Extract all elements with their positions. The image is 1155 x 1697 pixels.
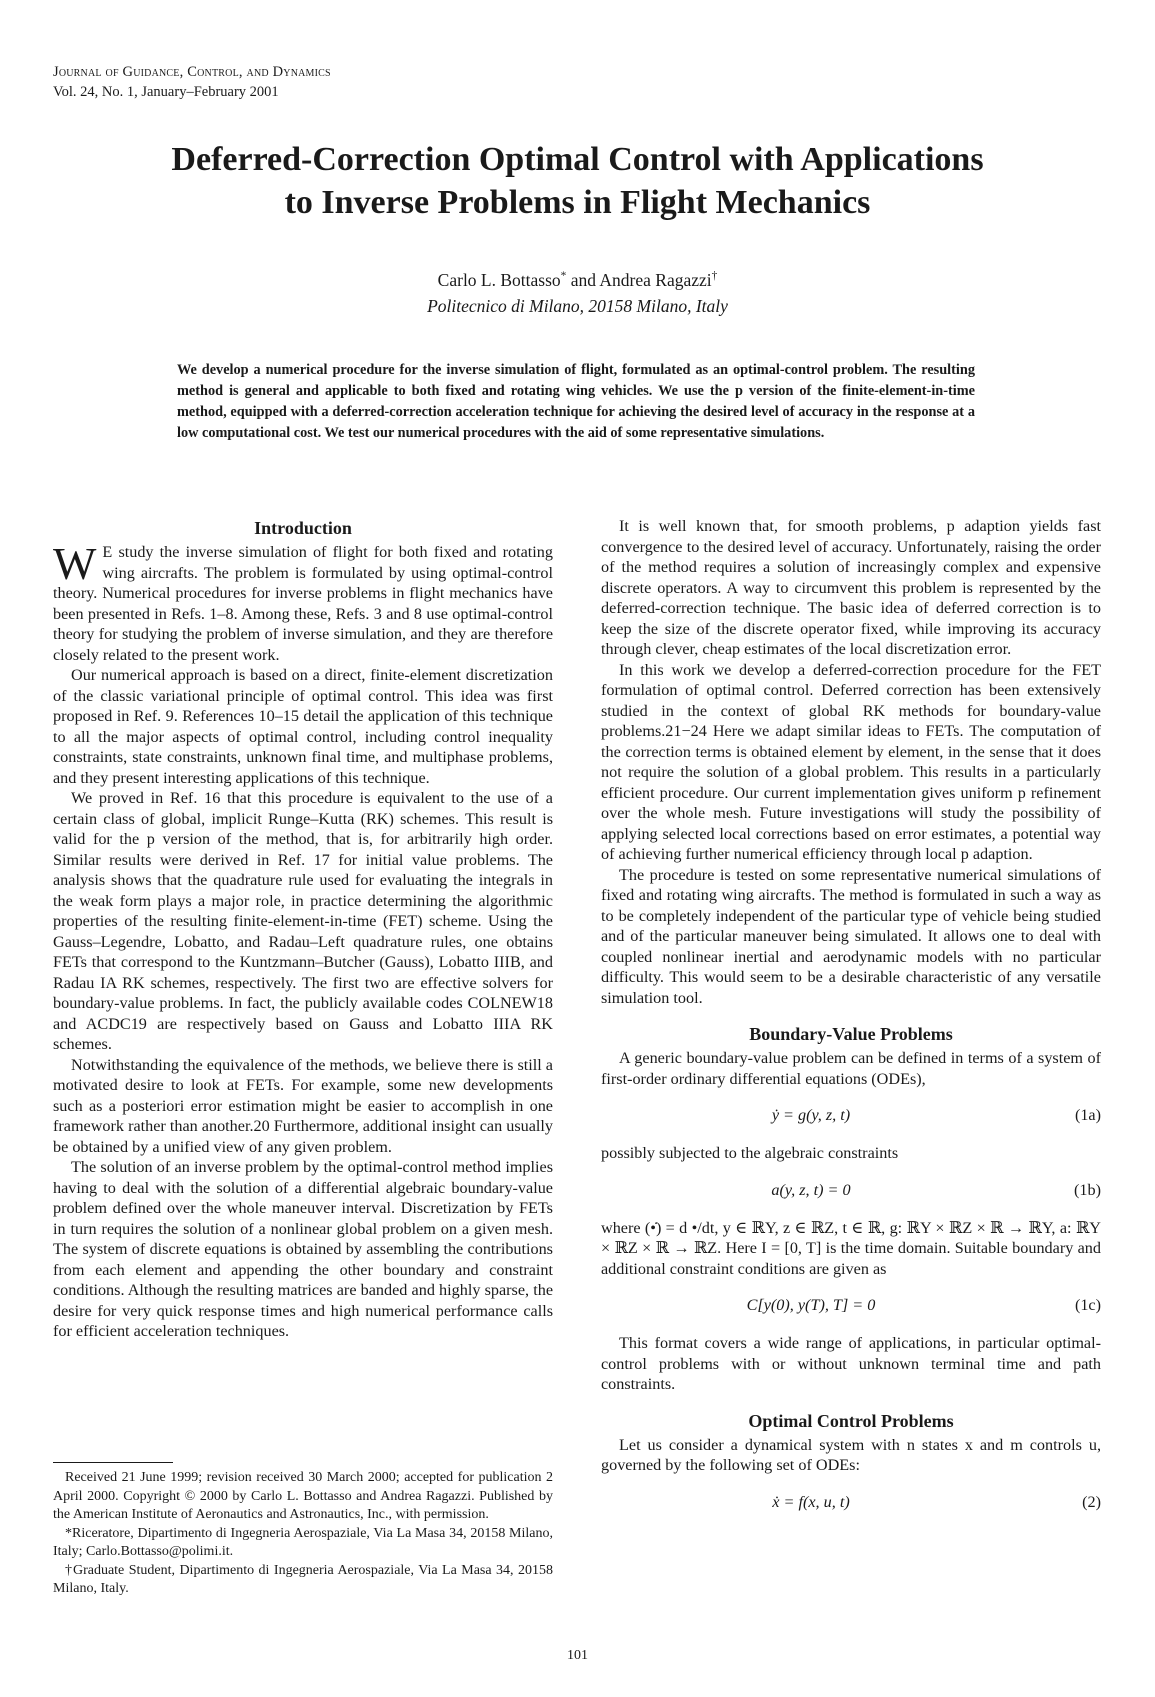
equation-2-number: (2) <box>1082 1492 1101 1511</box>
footnote-received: Received 21 June 1999; revision received 30 March 2000; accepted for publication 2 April 2000. Copyright © 2000 by Carlo L. Bottasso and Andrea Ragazzi. Published by the American Institute of Aeronautics and Astronautics, Inc., with permission. <box>53 1470 553 1522</box>
right-paragraph-1: It is well known that, for smooth problems, p adaption yields fast convergence to the desired level of accuracy. Unfortunately, raising the order of the method requires a solution of increasingly complex and expensive discrete operators. A way to circumvent this problem is represented by the deferred-correction technique. The basic idea of deferred correction is to keep the size of the discrete operator fixed, while improving its accuracy through clever, cheap estimates of the local discretization error. <box>601 517 1101 658</box>
author-2-mark: † <box>711 270 718 283</box>
footnotes <box>53 1462 553 1599</box>
right-column <box>601 516 1101 1530</box>
intro-paragraph-4: Notwithstanding the equivalence of the methods, we believe there is still a motivated desire to look at FETs. For example, some new developments such as a posteriori error estimation might be easier to accomplish in one framework rather than another.20 Furthermore, additional insight can usually be obtained by a unified view of any given problem. <box>53 1055 553 1156</box>
abstract: We develop a numerical procedure for the inverse simulation of flight, formulated as an optimal-control problem. The resulting method is general and applicable to both fixed and rotating wing vehicles. We use the p version of the finite-element-in-time method, equipped with a deferred-correction acceleration technique for achieving the desired level of accuracy in the response at a low computational cost. We test our numerical procedures with the aid of some representative simulations. <box>177 362 975 441</box>
equation-1a-expr: ẏ = g(y, z, t) <box>771 1106 851 1124</box>
bvp-heading: Boundary-Value Problems <box>749 1024 953 1044</box>
equation-1b-expr: a(y, z, t) = 0 <box>771 1180 851 1199</box>
intro-paragraph-1 <box>53 538 553 665</box>
intro-paragraph-3: We proved in Ref. 16 that this procedure is equivalent to the use of a certain class of global, implicit Runge–Kutta (RK) schemes. This result is valid for the p version of the method, that is, for arbitrarily high order. Similar results were derived in Ref. 17 for initial value problems. The analysis shows that the quadrature rule used for evaluating the integrals in the weak form plays a major role, in practice determining the algorithmic properties of the resulting finite-element-in-time (FET) scheme. Using the Gauss–Legendre, Lobatto, and Radau–Left quadrature rules, one obtains FETs that correspond to the Kuntzmann–Butcher (Gauss), Lobatto IIIB, and Radau IA RK schemes, respectively. The first two are effective solvers for boundary-value problems. In fact, the publicly available codes COLNEW18 and ACDC19 are respectively based on Gauss and Lobatto IIIA RK schemes. <box>53 789 553 1053</box>
author-and: and <box>566 270 600 290</box>
author-2: Andrea Ragazzi <box>599 270 712 290</box>
journal-volume: Vol. 24, No. 1, January–February 2001 <box>53 84 279 100</box>
ocp-heading: Optimal Control Problems <box>748 1410 954 1431</box>
page-number: 101 <box>567 1648 588 1663</box>
bvp-paragraph-2: possibly subjected to the algebraic constraints <box>601 1144 899 1162</box>
journal-header <box>53 62 331 102</box>
intro-heading: Introduction <box>254 518 352 538</box>
author-names <box>0 267 1155 293</box>
equation-1c <box>601 1285 1101 1327</box>
footnote-author-2: †Graduate Student, Dipartimento di Ingegneria Aerospaziale, Via La Masa 34, 20158 Milano, Italy. <box>53 1562 553 1596</box>
equation-1c-number: (1c) <box>1074 1296 1101 1314</box>
bvp-paragraph-3: where (•̇) = d •/dt, y ∈ ℝY, z ∈ ℝZ, t ∈ ℝ, g: ℝY × ℝZ × ℝ → ℝY, a: ℝY × ℝZ × ℝ → ℝZ. Here I = [0, T] is the time domain. Suitable boundary and additional constraint conditions are given as <box>601 1218 1101 1278</box>
author-1: Carlo L. Bottasso <box>437 270 561 290</box>
intro-paragraph-5: The solution of an inverse problem by the optimal-control method implies having to deal with the solution of a differential algebraic boundary-value problem defined over the whole maneuver interval. Discretization by FETs in turn requires the solution of a nonlinear global problem on a given mesh. The system of discrete equations is obtained by assembling the contributions from each element and appending the other boundary and constraint conditions. Although the resulting matrices are banded and highly sparse, the desire for very quick response times and high numerical performance calls for efficient acceleration techniques. <box>53 1158 553 1340</box>
footnote-rule <box>53 1462 173 1463</box>
equation-1b-number: (1b) <box>1074 1180 1101 1199</box>
bvp-paragraph-1: A generic boundary-value problem can be defined in terms of a system of first-order ordinary differential equations (ODEs), <box>601 1049 1101 1088</box>
right-paragraph-3: The procedure is tested on some representative numerical simulations of fixed and rotating wing aircrafts. The method is formulated in such a way as to be completely independent of the particular type of vehicle being studied and of the particular maneuver being simulated. It allows one to deal with coupled nonlinear inertial and aerodynamic models with no particular difficulty. This would seem to be a desirable characteristic of any versatile simulation tool. <box>601 865 1101 1007</box>
equation-1a <box>601 1095 1101 1137</box>
paper-title <box>80 138 1075 224</box>
equation-1c-expr: C[y(0), y(T), T] = 0 <box>746 1296 876 1314</box>
authors-block <box>0 267 1155 319</box>
author-1-mark: * <box>560 270 567 283</box>
title-line-2: to Inverse Problems in Flight Mechanics <box>284 184 871 221</box>
equation-1b <box>601 1170 1101 1212</box>
bvp-paragraph-4: This format covers a wide range of applications, in particular optimal-control problems with or without unknown terminal time and path constraints. <box>601 1334 1101 1393</box>
equation-1a-number: (1a) <box>1074 1106 1101 1124</box>
equation-2 <box>601 1482 1101 1524</box>
intro-paragraph-2: Our numerical approach is based on a direct, finite-element discretization of the classic variational principle of optimal control. This idea was first proposed in Ref. 9. References 10–15 detail the application of this technique to all the major aspects of optimal control, including control inequality constraints, state constraints, unknown final time, and multiphase problems, and they present interesting applications of this technique. <box>53 666 553 787</box>
affiliation: Politecnico di Milano, 20158 Milano, Italy <box>427 296 728 316</box>
title-line-1: Deferred-Correction Optimal Control with Applications <box>171 141 984 178</box>
journal-name: Journal of Guidance, Control, and Dynamics <box>53 64 331 80</box>
ocp-paragraph-1: Let us consider a dynamical system with n states x and m controls u, governed by the following set of ODEs: <box>601 1435 1101 1474</box>
equation-2-expr: ẋ = f(x, u, t) <box>772 1492 850 1511</box>
drop-cap: W <box>53 538 97 589</box>
intro-paragraph-1-text: E study the inverse simulation of flight for both fixed and rotating wing aircrafts. The problem is formulated by using optimal-control theory. Numerical procedures for inverse problems in flight mechanics have been presented in Refs. 1–8. Among these, Refs. 3 and 8 use optimal-control theory for studying the problem of inverse simulation, and they are therefore closely related to the present work. <box>53 543 553 664</box>
right-paragraph-2: In this work we develop a deferred-correction procedure for the FET formulation of optimal control. Deferred correction has been extensively studied in the context of global RK methods for boundary-value problems.21−24 Here we adapt similar ideas to FETs. The computation of the correction terms is obtained element by element, in the sense that it does not require the solution of a global problem. This results in a particularly efficient procedure. Our current implementation gives uniform p refinement over the whole mesh. Future investigations will study the possibility of applying selected local corrections based on error estimates, a potential way of achieving further numerical efficiency through local p adaption. <box>601 660 1101 863</box>
footnote-author-1: *Riceratore, Dipartimento di Ingegneria Aerospaziale, Via La Masa 34, 20158 Milano, Italy; Carlo.Bottasso@polimi.it. <box>53 1525 553 1559</box>
left-column <box>53 516 553 1342</box>
